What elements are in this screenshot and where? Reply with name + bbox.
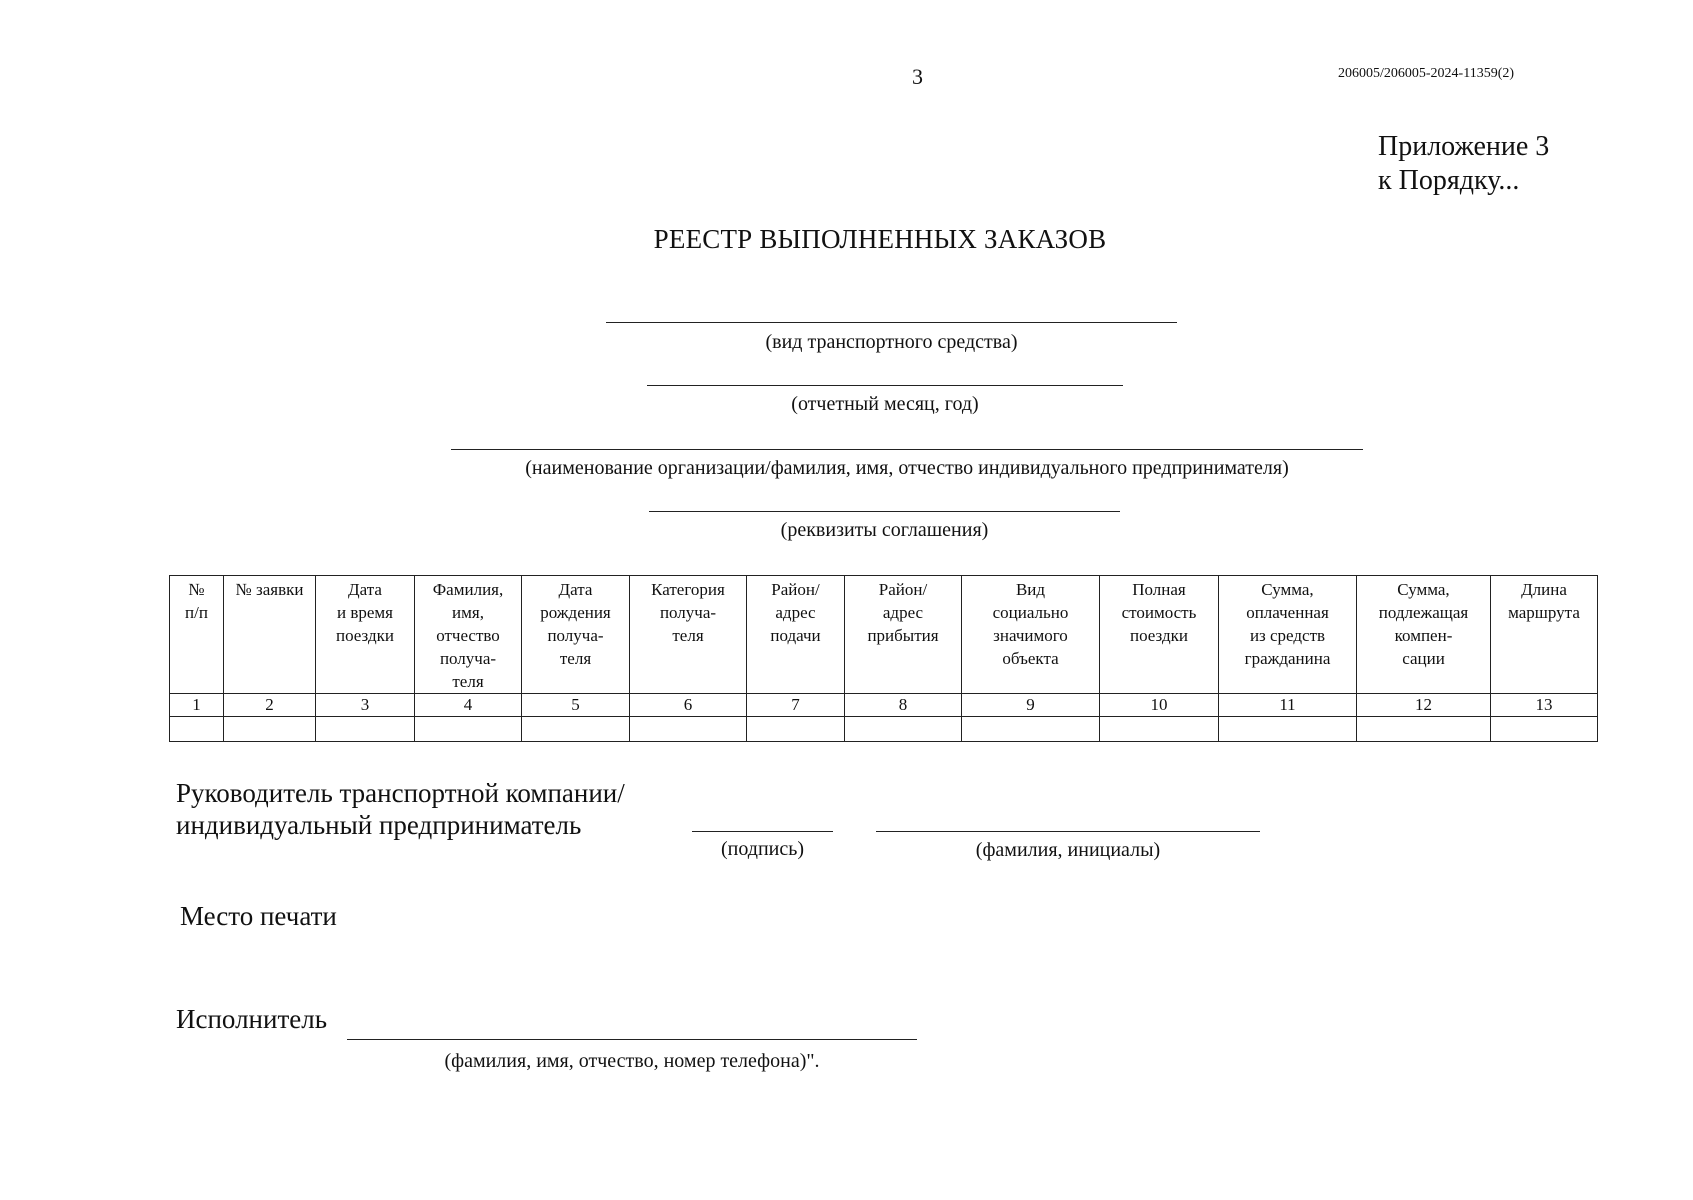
table-header-row: [170, 576, 1598, 694]
column-number: 12: [1357, 694, 1491, 717]
column-number: 6: [630, 694, 747, 717]
column-number: 10: [1100, 694, 1219, 717]
header-cell: Сумма, подлежащая компен- сации: [1357, 576, 1491, 694]
table-cell: [316, 717, 415, 742]
appendix-reference: [1378, 130, 1549, 198]
column-number: 2: [224, 694, 316, 717]
vehicle-type-caption: (вид транспортного средства): [765, 331, 1018, 353]
header-cell: Категория получа- теля: [630, 576, 747, 694]
name-caption: (фамилия, инициалы): [975, 839, 1161, 861]
appendix-line-1: Приложение 3: [1378, 131, 1550, 162]
table-cell: [170, 717, 224, 742]
table-cell: [1100, 717, 1219, 742]
table-cell: [1219, 717, 1357, 742]
agreement-caption: (реквизиты соглашения): [780, 519, 989, 541]
header-cell: Дата рождения получа- теля: [522, 576, 630, 694]
position-line-2: индивидуальный предприниматель: [176, 810, 582, 840]
period-caption: (отчетный месяц, год): [791, 393, 979, 415]
vehicle-type-line: [606, 322, 1177, 323]
table-cell: [630, 717, 747, 742]
position-line-1: Руководитель транспортной компании/: [176, 778, 625, 808]
column-number-row: [170, 694, 1598, 717]
header-cell: Район/ адрес подачи: [747, 576, 845, 694]
executor-line: [347, 1039, 917, 1040]
header-cell: Вид социально значимого объекта: [962, 576, 1100, 694]
column-number: 1: [170, 694, 224, 717]
name-line: [876, 831, 1260, 832]
registry-table: [169, 575, 1598, 742]
appendix-line-2: к Порядку...: [1378, 165, 1520, 196]
table-cell: [522, 717, 630, 742]
column-number: 9: [962, 694, 1100, 717]
table-cell: [415, 717, 522, 742]
table-cell: [747, 717, 845, 742]
document-title: РЕЕСТР ВЫПОЛНЕННЫХ ЗАКАЗОВ: [653, 224, 1107, 254]
table-cell: [1357, 717, 1491, 742]
table-row: [170, 717, 1598, 742]
header-cell: Дата и время поездки: [316, 576, 415, 694]
stamp-place-label: Место печати: [180, 901, 337, 931]
header-cell: Район/ адрес прибытия: [845, 576, 962, 694]
organization-line: [451, 449, 1363, 450]
column-number: 3: [316, 694, 415, 717]
column-number: 8: [845, 694, 962, 717]
signature-line: [692, 831, 833, 832]
header-cell: Сумма, оплаченная из средств гражданина: [1219, 576, 1357, 694]
signature-caption: (подпись): [720, 838, 805, 860]
header-cell: № заявки: [224, 576, 316, 694]
document-id: 206005/206005-2024-11359(2): [1338, 66, 1515, 81]
header-cell: Полная стоимость поездки: [1100, 576, 1219, 694]
header-cell: № п/п: [170, 576, 224, 694]
executor-caption: (фамилия, имя, отчество, номер телефона)".: [444, 1050, 820, 1072]
table-cell: [224, 717, 316, 742]
column-number: 7: [747, 694, 845, 717]
period-line: [647, 385, 1123, 386]
executor-label: Исполнитель: [176, 1004, 328, 1034]
table-cell: [962, 717, 1100, 742]
column-number: 5: [522, 694, 630, 717]
header-cell: Фамилия, имя, отчество получа- теля: [415, 576, 522, 694]
agreement-line: [649, 511, 1120, 512]
signature-position: [176, 777, 625, 841]
column-number: 4: [415, 694, 522, 717]
column-number: 11: [1219, 694, 1357, 717]
organization-caption: (наименование организации/фамилия, имя, отчество индивидуального предпринимателя): [525, 457, 1289, 479]
table-cell: [845, 717, 962, 742]
header-cell: Длина маршрута: [1491, 576, 1598, 694]
page-number: 3: [912, 64, 923, 89]
column-number: 13: [1491, 694, 1598, 717]
table-cell: [1491, 717, 1598, 742]
